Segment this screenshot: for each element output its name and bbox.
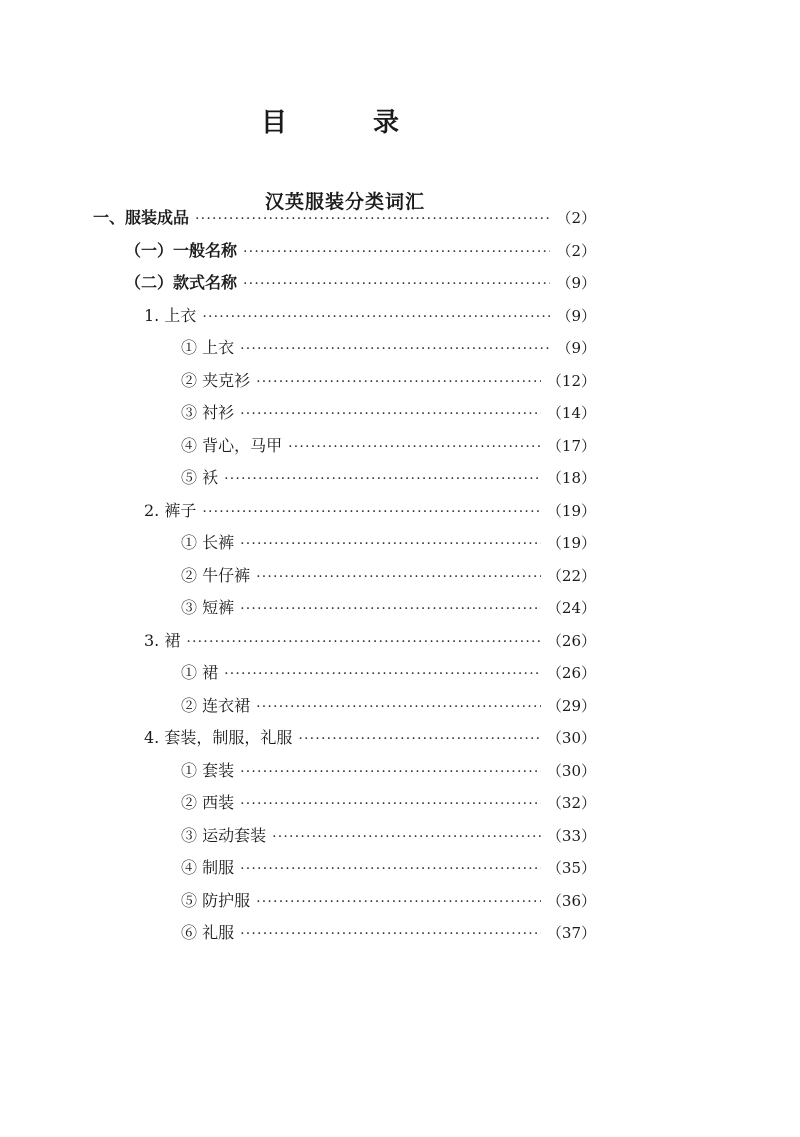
page-title: 目 录	[260, 108, 429, 139]
toc-entry[interactable]	[0, 462, 800, 495]
dot-leader	[240, 756, 541, 789]
dot-leader	[256, 366, 541, 399]
toc-entry[interactable]	[0, 917, 800, 950]
dot-leader	[256, 886, 541, 919]
dot-leader	[240, 398, 541, 431]
toc-entry-page-number: （2）	[556, 209, 596, 227]
dot-leader	[256, 691, 541, 724]
table-of-contents	[0, 202, 800, 950]
dot-leader	[240, 528, 541, 561]
toc-entry-page-number: （9）	[556, 339, 596, 357]
toc-entry-label: 4. 套装，制服，礼服	[144, 728, 293, 747]
toc-entry[interactable]	[0, 625, 800, 658]
toc-entry[interactable]	[0, 852, 800, 885]
toc-entry-page-number: （17）	[546, 436, 596, 455]
toc-entry-label: ⑤ 袄	[181, 468, 219, 487]
toc-entry-label: （一）一般名称	[125, 240, 238, 260]
toc-entry-page-number: （29）	[546, 696, 596, 715]
toc-entry-page-number: （19）	[546, 534, 596, 552]
toc-entry-label: ② 夹克衫	[181, 370, 251, 390]
toc-entry-label: ② 连衣裙	[181, 695, 251, 715]
toc-entry[interactable]	[0, 495, 800, 528]
section-title: 汉英服装分类词汇	[264, 190, 425, 213]
toc-entry-label: ① 上衣	[181, 338, 235, 357]
dot-leader	[240, 333, 550, 366]
toc-entry[interactable]	[0, 787, 800, 820]
dot-leader	[288, 431, 541, 464]
toc-entry[interactable]	[0, 722, 800, 755]
toc-entry[interactable]	[0, 592, 800, 625]
toc-entry-page-number: （19）	[546, 501, 596, 520]
toc-entry-page-number: （24）	[546, 599, 596, 617]
dot-leader	[256, 561, 541, 594]
toc-entry-label: ① 套装	[181, 760, 235, 780]
toc-entry-page-number: （22）	[546, 566, 596, 585]
toc-entry-page-number: （36）	[546, 891, 596, 910]
toc-entry[interactable]	[0, 202, 800, 235]
dot-leader	[240, 853, 541, 886]
toc-entry-page-number: （32）	[546, 794, 596, 812]
toc-entry-page-number: （33）	[546, 826, 596, 845]
toc-entry-page-number: （26）	[546, 631, 596, 650]
toc-entry-page-number: （30）	[546, 729, 596, 747]
toc-entry-page-number: （14）	[546, 404, 596, 422]
toc-entry[interactable]	[0, 820, 800, 853]
toc-entry-label: ① 长裤	[181, 533, 235, 552]
toc-entry-label: ④ 制服	[181, 858, 235, 877]
toc-entry-label: 一、服装成品	[93, 208, 190, 227]
toc-entry[interactable]	[0, 755, 800, 788]
dot-leader	[243, 236, 550, 269]
dot-leader	[202, 496, 541, 529]
toc-entry-page-number: （2）	[556, 241, 596, 260]
toc-entry-page-number: （18）	[546, 469, 596, 487]
toc-entry[interactable]	[0, 300, 800, 333]
toc-entry-label: 3. 裙	[144, 630, 181, 650]
toc-entry-label: 2. 裤子	[144, 500, 197, 520]
toc-entry[interactable]	[0, 560, 800, 593]
dot-leader	[240, 593, 541, 626]
toc-entry-label: ③ 短裤	[181, 598, 235, 617]
dot-leader	[186, 626, 541, 659]
toc-entry[interactable]	[0, 690, 800, 723]
toc-entry-page-number: （9）	[556, 306, 596, 325]
toc-entry-page-number: （37）	[546, 924, 596, 942]
toc-entry[interactable]	[0, 885, 800, 918]
toc-entry-label: ② 牛仔裤	[181, 565, 251, 585]
toc-entry-label: 1. 上衣	[144, 305, 197, 325]
toc-entry-label: ⑥ 礼服	[181, 923, 235, 942]
dot-leader	[298, 723, 541, 756]
toc-entry-page-number: （12）	[546, 371, 596, 390]
toc-entry-label: ④ 背心，马甲	[181, 435, 283, 455]
toc-entry[interactable]	[0, 397, 800, 430]
dot-leader	[240, 788, 541, 821]
toc-entry[interactable]	[0, 235, 800, 268]
dot-leader	[240, 918, 541, 951]
dot-leader	[195, 203, 550, 236]
toc-entry-label: ② 西装	[181, 793, 235, 812]
toc-entry[interactable]	[0, 527, 800, 560]
dot-leader	[224, 658, 541, 691]
toc-entry-page-number: （30）	[546, 761, 596, 780]
dot-leader	[243, 268, 550, 301]
dot-leader	[224, 463, 541, 496]
toc-entry-label: ③ 运动套装	[181, 825, 267, 845]
toc-entry[interactable]	[0, 267, 800, 300]
toc-entry-page-number: （35）	[546, 859, 596, 877]
toc-entry[interactable]	[0, 332, 800, 365]
toc-entry-page-number: （26）	[546, 664, 596, 682]
dot-leader	[272, 821, 541, 854]
toc-entry-label: （二）款式名称	[125, 273, 238, 292]
toc-entry[interactable]	[0, 365, 800, 398]
toc-entry[interactable]	[0, 657, 800, 690]
toc-entry-label: ① 裙	[181, 663, 219, 682]
toc-entry-label: ③ 衬衫	[181, 403, 235, 422]
dot-leader	[202, 301, 550, 334]
toc-entry-page-number: （9）	[556, 274, 596, 292]
toc-entry[interactable]	[0, 430, 800, 463]
toc-entry-label: ⑤ 防护服	[181, 890, 251, 910]
